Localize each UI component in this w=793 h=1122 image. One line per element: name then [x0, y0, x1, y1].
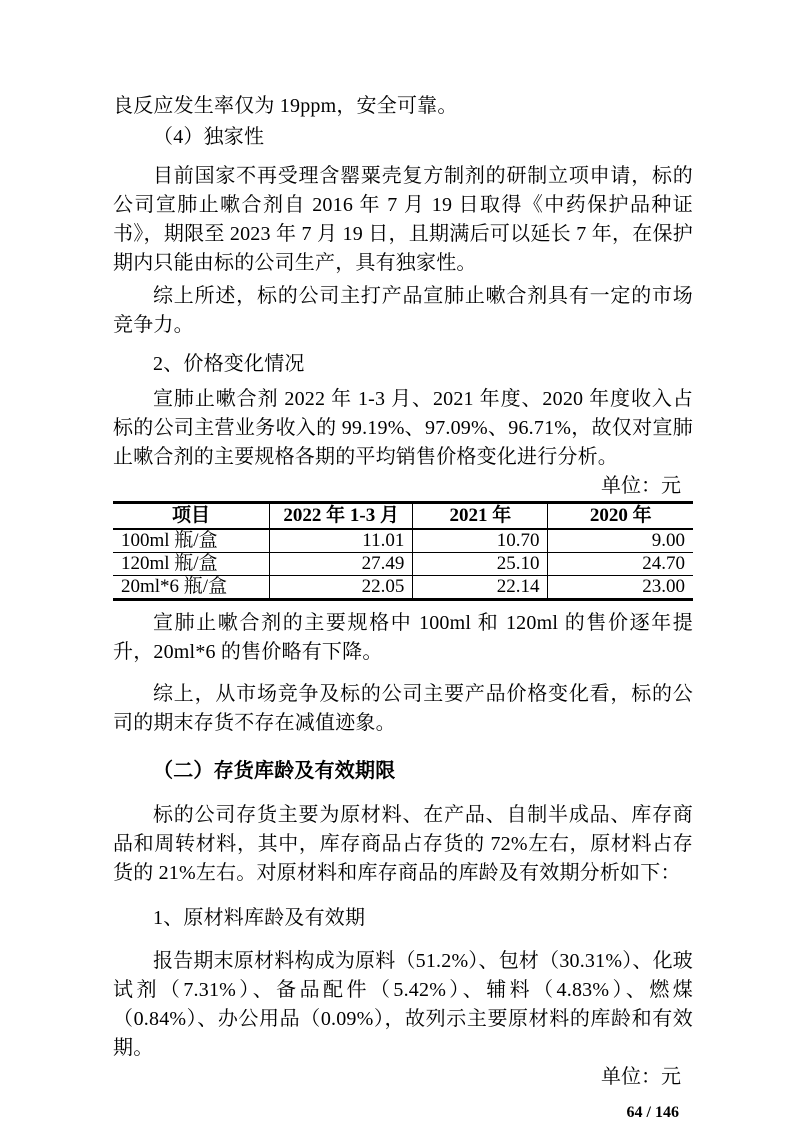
row-value: 22.14 [413, 576, 548, 600]
paragraph-inventory-intro: 标的公司存货主要为原材料、在产品、自制半成品、库存商品和周转材料，其中，库存商品占存货的 72%左右，原材料占存货的 21%左右。对原材料和库存商品的库龄及有效期分析如下： [113, 804, 693, 884]
row-value: 23.00 [548, 576, 693, 600]
row-value: 10.70 [413, 529, 548, 553]
row-value: 25.10 [413, 553, 548, 576]
heading-price-change: 2、价格变化情况 [153, 353, 305, 375]
table-row [113, 576, 693, 600]
column-header-item: 项目 [113, 503, 270, 530]
unit-label-2: 单位：元 [601, 1066, 681, 1088]
row-item-label: 100ml 瓶/盒 [113, 529, 270, 553]
row-value: 22.05 [270, 576, 413, 600]
unit-label-1: 单位：元 [601, 475, 681, 497]
page-number: 64 / 146 [626, 1104, 679, 1121]
row-item-label: 20ml*6 瓶/盒 [121, 576, 228, 597]
paragraph-summary-competition: 综上所述，标的公司主打产品宣肺止嗽合剂具有一定的市场竞争力。 [113, 285, 693, 336]
price-table [113, 501, 693, 601]
row-value: 9.00 [548, 529, 693, 553]
table-row [113, 553, 693, 576]
price-table-header-row [113, 503, 693, 530]
row-value: 11.01 [270, 529, 413, 553]
paragraph-adverse-reaction: 良反应发生率仅为 19ppm，安全可靠。 [113, 95, 458, 117]
paragraph-exclusivity: 目前国家不再受理含罂粟壳复方制剂的研制立项申请，标的公司宣肺止嗽合剂自 2016 年 7 月 19 日取得《中药保护品种证书》，期限至 2023 年 7 月 19 日，且期满后可以延长 7 年，在保护期内只能由标的公司生产，具有独家性。 [113, 165, 693, 274]
row-value: 27.49 [270, 553, 413, 576]
column-header-2020: 2020 年 [548, 503, 693, 530]
heading-exclusivity: （4）独家性 [153, 126, 265, 148]
paragraph-raw-material: 报告期末原材料构成为原料（51.2%）、包材（30.31%）、化玻试剂（7.31%）、备品配件（5.42%）、辅料（4.83%）、燃煤（0.84%）、办公用品（0.09%），故列示主要原材料的库龄和有效期。 [113, 950, 693, 1059]
paragraph-no-impairment: 综上，从市场竞争及标的公司主要产品价格变化看，标的公司的期末存货不存在减值迹象。 [113, 683, 693, 734]
row-item-label: 120ml 瓶/盒 [113, 553, 270, 576]
table-row [113, 529, 693, 553]
column-header-2022: 2022 年 1-3 月 [270, 503, 413, 530]
paragraph-price-trend: 宣肺止嗽合剂的主要规格中 100ml 和 120ml 的售价逐年提升，20ml*6 的售价略有下降。 [113, 612, 693, 663]
heading-raw-material: 1、原材料库龄及有效期 [153, 907, 366, 929]
heading-inventory-age: （二）存货库龄及有效期限 [153, 760, 396, 782]
paragraph-price-intro: 宣肺止嗽合剂 2022 年 1-3 月、2021 年度、2020 年度收入占标的公司主营业务收入的 99.19%、97.09%、96.71%，故仅对宣肺止嗽合剂的主要规格各期的平均销售价格变化进行分析。 [113, 388, 693, 468]
column-header-2021: 2021 年 [413, 503, 548, 530]
row-value: 24.70 [548, 553, 693, 576]
